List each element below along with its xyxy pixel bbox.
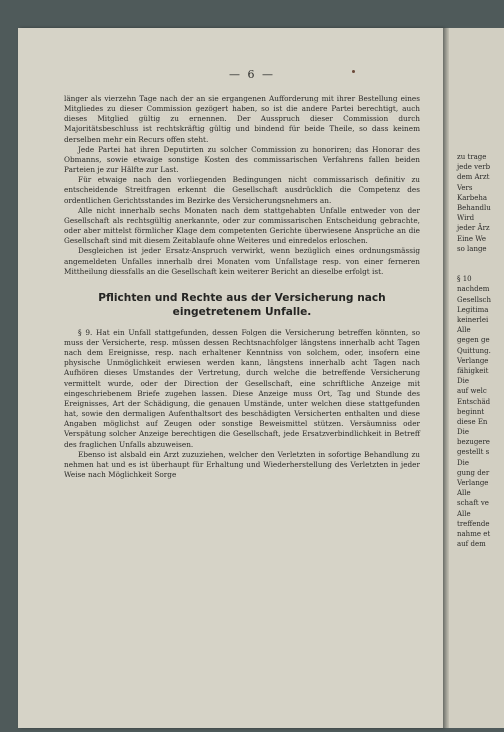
right-page-line: auf welc	[457, 387, 487, 396]
right-page-line: jeder Ärz	[457, 224, 490, 233]
section-heading: Pflichten und Rechte aus der Versicherung nach eingetretenem Unfalle.	[98, 291, 386, 318]
right-page-line: Wird	[457, 214, 475, 223]
right-page-line: Verlange	[457, 356, 489, 365]
right-page-line: nahme et	[457, 529, 491, 538]
right-page-line: jede verb	[457, 163, 491, 172]
paragraph: § 9. Hat ein Unfall stattgefunden, dessen Folgen die Versicherung betreffen könnten, so muss der Versicherte, resp. müssen dessen Rechtsnachfolger längstens innerhalb acht Tagen nach dem Ereignisse, resp. nach erhaltener Kenntniss von solchem, oder, insofern eine physische Unmöglichkeit erwiesen werden kann, längstens innerhalb acht Tagen nach Aufhören dieses Umstandes der Vertretung, durch welche die betreffende Versicherung vermittelt wurde, oder der Direction der Gesellschaft, eine schriftliche Anzeige mit eingeschriebenem Briefe zugehen lassen. Diese Anzeige muss Ort, Tag und Stunde des Ereignisses, Art der Schädigung, die genauen Umstände, unter welchen diese stattgefunden hat, sowie den dermaligen Aufenthaltsort des beschädigten Versicherten enthalten und diese Angaben möglichst auf Zeugen oder sonstige Beweismittel stützen. Versäumniss oder Verspätung solcher Anzeige berechtigen die Gesellschaft, jede Ersatzverbindlichkeit in Betreff des fraglichen Unfalls abzuweisen.	[64, 327, 420, 449]
right-page-line: nachdem	[457, 285, 490, 294]
right-page-line: Entschäd	[457, 397, 491, 406]
right-page-line: § 10	[457, 275, 472, 284]
right-page-line: gegen ge	[457, 336, 490, 345]
document-page-right	[449, 28, 504, 728]
right-page-line: fähigkeit	[457, 366, 489, 375]
paragraph: länger als vierzehn Tage nach der an sie ergangenen Aufforderung mit ihrer Bestellung eines Mitgliedes zu dieser Commission gezögert haben, so ist die andere Partei berechtigt, auch dieses Mitglied gültig zu ernennen. Der Ausspruch dieser Commission durch Majoritätsbeschluss ist rechtskräftig gültig und bindend für beide Theile, so dass keinem derselben mehr ein Recurs offen steht.	[64, 94, 420, 144]
right-page-line: Quittung.	[457, 346, 491, 355]
page-number: — 6 —	[229, 68, 275, 81]
right-page-line: beginnt	[457, 407, 485, 416]
paragraph: Alle nicht innerhalb sechs Monaten nach dem stattgehabten Unfalle entweder von der Gesellschaft als rechtsgültig anerkannte, oder zur commissarischen Entscheidung gebrachte, oder aber mittelst förmlicher Klage dem competenten Gerichte überwiesene Ansprüche an die Gesellschaft sind mit diesem Zeitablaufe ohne Weiteres und einredelos erloschen.	[64, 205, 420, 246]
paragraph: Für etwaige nach den vorliegenden Bedingungen nicht commissarisch definitiv zu entscheidende Streitfragen erkennt die Gesellschaft ausdrücklich die Competenz des ordentlichen Gerichtsstandes im Bezirke des Versicherungsnehmers an.	[64, 175, 420, 205]
paragraph: Desgleichen ist jeder Ersatz-Anspruch verwirkt, wenn bezüglich eines ordnungsmässig angemeldeten Unfalles innerhalb drei Monaten vom Unfallstage resp. von einer ferneren Mittheilung diessfalls an die Gesellschaft kein weiterer Bericht an dieselbe erfolgt ist.	[64, 246, 420, 276]
right-page-line: Alle	[457, 326, 471, 335]
right-page-line: Die	[457, 377, 469, 386]
right-page-line: gung der	[457, 468, 490, 477]
right-page-line: Vers	[457, 183, 473, 192]
right-page-line: Eine We	[457, 234, 486, 243]
page-body-text	[64, 94, 420, 480]
right-page-line: Gesellsch	[457, 295, 491, 304]
right-page-line: auf dem	[457, 540, 486, 549]
right-page-line: Behandlu	[457, 203, 491, 212]
right-page-line: treffende	[457, 519, 490, 528]
right-page-line: Verlange	[457, 479, 489, 487]
right-page-line: Alle	[457, 489, 471, 498]
right-page-line	[457, 254, 504, 264]
right-page-line: dem Arzt	[457, 173, 490, 182]
right-page-line: Legitima	[457, 305, 489, 314]
right-page-line: zu trage	[457, 153, 487, 161]
right-page-line	[457, 264, 504, 274]
right-page-line: Karbeha	[457, 193, 488, 202]
right-page-line: keinerlei	[457, 316, 489, 324]
right-page-line: bezugere	[457, 438, 490, 447]
paragraph: Jede Partei hat ihren Deputirten zu solcher Commission zu honoriren; das Honorar des Obmanns, sowie etwaige sonstige Kosten des commissarischen Verfahrens fallen beiden Parteien je zur Hälfte zur Last.	[64, 144, 420, 175]
right-page-line: Alle	[457, 509, 471, 518]
right-page-text	[457, 152, 504, 549]
ink-mark	[352, 70, 355, 73]
right-page-line: schaft ve	[457, 499, 489, 508]
right-page-line: so lange	[457, 244, 487, 253]
right-page-line: Die	[457, 428, 469, 437]
right-page-line: diese En	[457, 417, 488, 426]
right-page-line: gestellt s	[457, 448, 490, 457]
right-page-line: Die	[457, 458, 469, 467]
paragraph: Ebenso ist alsbald ein Arzt zuzuziehen, welcher den Verletzten in sofortige Behandlung zu nehmen hat und es ist überhaupt für Erhaltung und Wiederherstellung des Verletzten in jeder Weise nach Möglichkeit Sorge	[64, 449, 420, 479]
